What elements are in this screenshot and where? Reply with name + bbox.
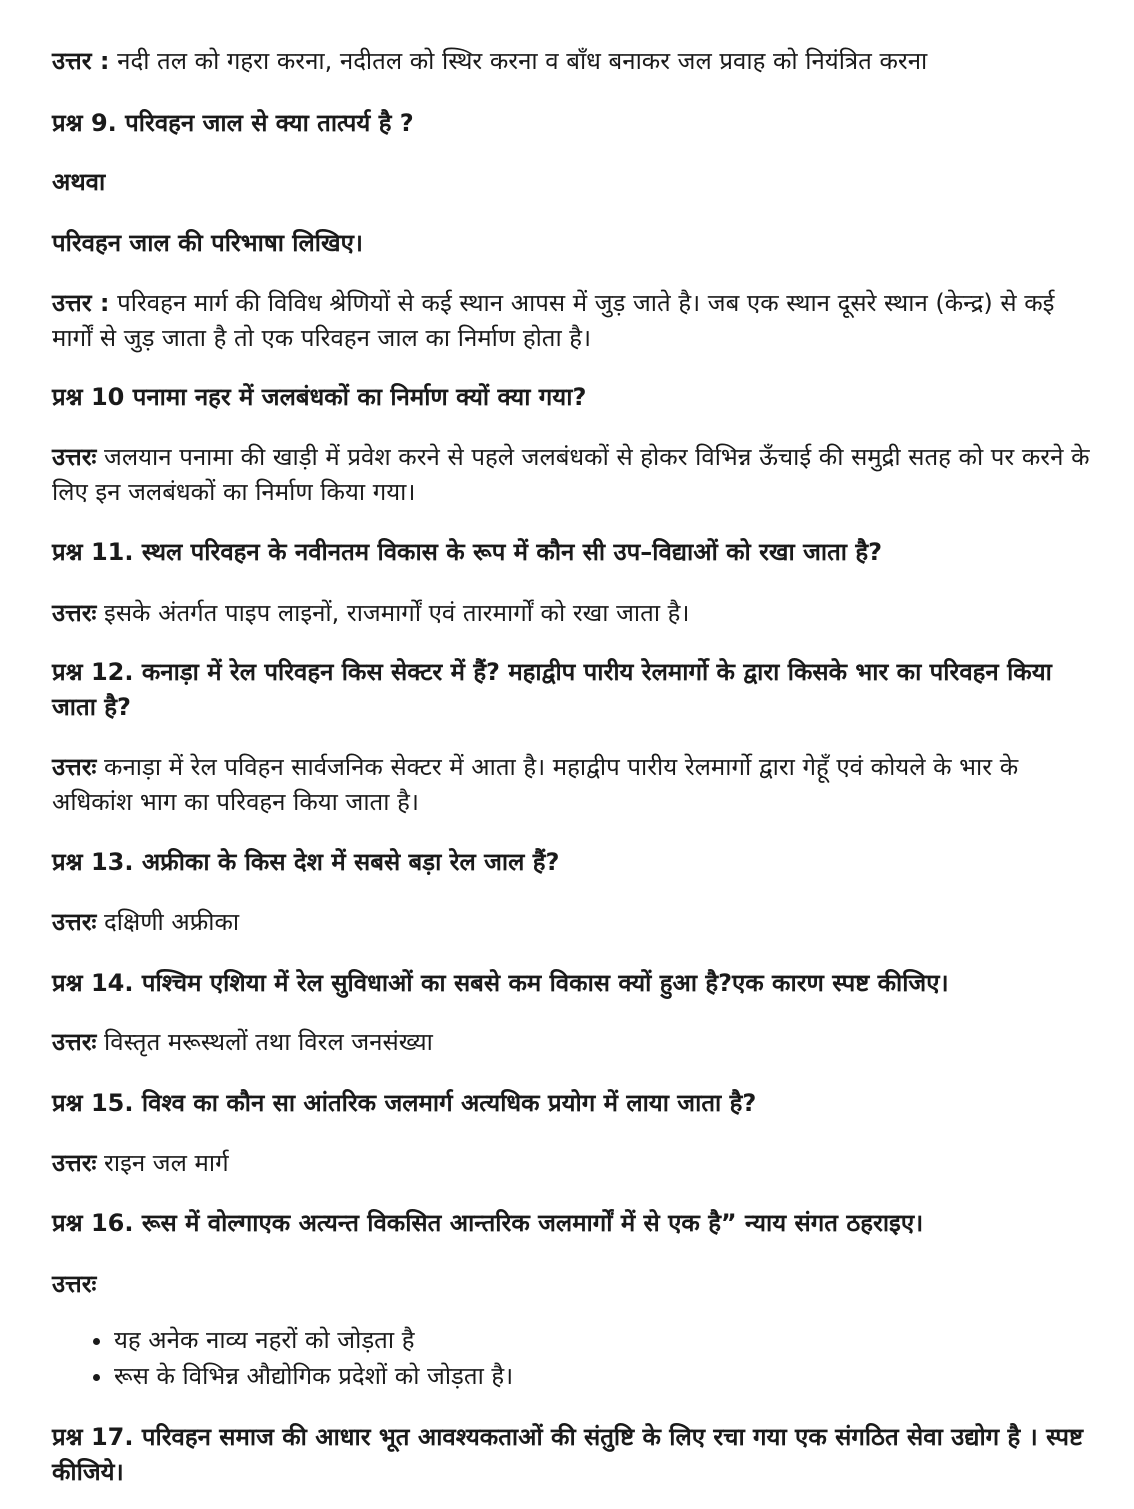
answer-label: उत्तर :: [52, 47, 110, 75]
list-item: • यह अनेक नाव्य नहरों को जोड़ता है: [114, 1322, 513, 1358]
answer-9: [52, 286, 1092, 356]
answer-11: [52, 596, 1092, 631]
answer-text: नदी तल को गहरा करना, नदीतल को स्थिर करना व बाँध बनाकर जल प्रवाह को नियंत्रित करना: [109, 47, 928, 75]
question-10: प्रश्न 10 पनामा नहर में जलबंधकों का निर्माण क्यों क्या गया?: [52, 383, 587, 411]
answer-label: उत्तरः: [52, 1270, 97, 1298]
answer-text: कनाड़ा में रेल पविहन सार्वजनिक सेक्टर में आता है। महाद्वीप पारीय रेलमार्गो द्वारा गेहूँ एवं कोयले के भार के अधिकांश भाग का परिवहन किया जाता है।: [52, 753, 1019, 816]
answer-label: उत्तरः: [52, 599, 97, 627]
question-14: प्रश्न 14. पश्चिम एशिया में रेल सुविधाओं का सबसे कम विकास क्यों हुआ है?एक कारण स्पष्ट कीजिए।: [52, 969, 949, 997]
answer-label: उत्तरः: [52, 1149, 97, 1177]
question-9-alt: परिवहन जाल की परिभाषा लिखिए।: [52, 229, 363, 257]
answer-text: जलयान पनामा की खाड़ी में प्रवेश करने से पहले जलबंधकों से होकर विभिन्न ऊँचाई की समुद्री सतह को पर करने के लिए इन जलबंधकों का निर्माण किया गया।: [52, 443, 1090, 506]
answer-15: [52, 1146, 1092, 1181]
question-9: प्रश्न 9. परिवहन जाल से क्या तात्पर्य है ?: [52, 109, 414, 137]
answer-14: [52, 1025, 1092, 1060]
question-12: प्रश्न 12. कनाड़ा में रेल परिवहन किस सेक्टर में हैं? महाद्वीप पारीय रेलमार्गो के द्वारा किसके भार का परिवहन किया जाता है?: [52, 658, 1052, 721]
answer-text: दक्षिणी अफ्रीका: [96, 908, 240, 936]
answer-12: [52, 750, 1092, 820]
answer-8: [52, 44, 1092, 79]
answer-10: [52, 440, 1092, 510]
answer-label: उत्तरः: [52, 753, 97, 781]
answer-label: उत्तरः: [52, 443, 97, 471]
list-item: • रूस के विभिन्न औद्योगिक प्रदेशों को जोड़ता है।: [114, 1358, 513, 1394]
question-16: प्रश्न 16. रूस में वोल्गाएक अत्यन्त विकसित आन्तरिक जलमार्गों में से एक है” न्याय संगत ठहराइए।: [52, 1209, 924, 1237]
question-11: प्रश्न 11. स्थल परिवहन के नवीनतम विकास के रूप में कौन सी उप–विद्याओं को रखा जाता है?: [52, 538, 883, 566]
question-17: प्रश्न 17. परिवहन समाज की आधार भूत आवश्यकताओं की संतुष्टि के लिए रचा गया एक संगठित सेवा उद्योग है । स्पष्ट कीजिये।: [52, 1423, 1084, 1486]
answer-16: [52, 1267, 1092, 1302]
answer-text: राइन जल मार्ग: [96, 1149, 229, 1177]
answer-text: विस्तृत मरूस्थलों तथा विरल जनसंख्या: [96, 1028, 433, 1056]
answer-13: [52, 905, 1092, 940]
athva-text: अथवा: [52, 168, 106, 196]
question-13: प्रश्न 13. अफ्रीका के किस देश में सबसे बड़ा रेल जाल हैं?: [52, 848, 560, 876]
answer-text: परिवहन मार्ग की विविध श्रेणियों से कई स्थान आपस में जुड़ जाते है। जब एक स्थान दूसरे स्थान (केन्द्र) से कई मार्गों से जुड़ जाता है तो एक परिवहन जाल का निर्माण होता है।: [52, 289, 1055, 352]
question-15: प्रश्न 15. विश्व का कौन सा आंतरिक जलमार्ग अत्यधिक प्रयोग में लाया जाता है?: [52, 1089, 757, 1117]
answer-label: उत्तरः: [52, 1028, 97, 1056]
answer-label: उत्तर :: [52, 289, 110, 317]
answer-label: उत्तरः: [52, 908, 97, 936]
answer-16-bullets: [92, 1322, 513, 1394]
answer-text: इसके अंतर्गत पाइप लाइनों, राजमार्गों एवं तारमार्गों को रखा जाता है।: [96, 599, 690, 627]
